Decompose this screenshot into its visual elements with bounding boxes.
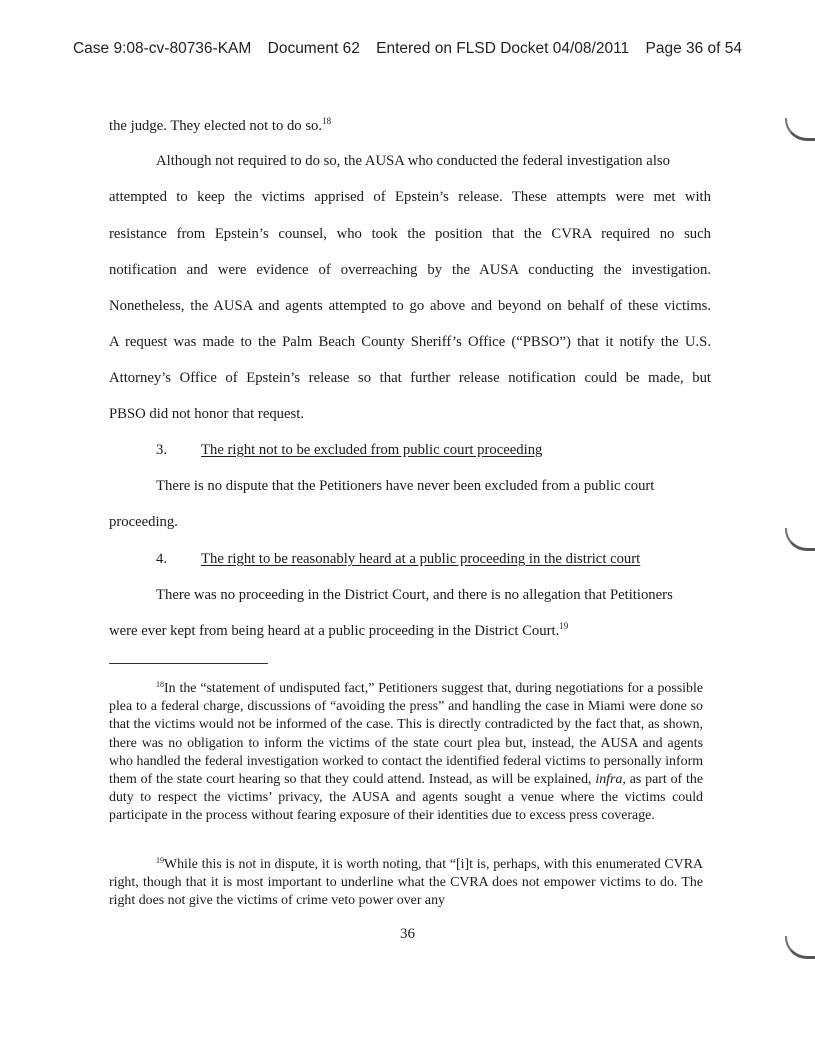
- docket-entry: Entered on FLSD Docket 04/08/2011: [376, 40, 630, 57]
- footnote-ref-19: 19: [559, 621, 569, 631]
- footnote-separator: [109, 663, 268, 664]
- body-line: There was no proceeding in the District Court, and there is no allegation that Petitioners: [156, 587, 673, 603]
- footnote-18: $^{18}$In the “statement of undisputed fact,” Petitioners suggest that, during negotiations for a possible plea to a federal charge, discussions of “avoiding the press” and handling the case in Miami were done so that the victims would not be informed of the case. This is directly contradicted by the fact that, as shown, there was no obligation to inform the victims of the state court plea but, instead, the AUSA and agents who handled the federal investigation worked to contact the identified federal victims to personally inform them of the state court hearing so that they could attend. Instead, as will be explained, infra, as part of the duty to respect the victims’ privacy, the AUSA and agents sought a venue where the victims could participate in the process without fearing exposure of their identities due to excess press coverage.: [109, 680, 703, 824]
- footnote-ref-18: 18: [322, 116, 332, 126]
- body-line: were ever kept from being heard at a public proceeding in the District Court.$^{19}$: [109, 621, 569, 639]
- section-number-3: 3.: [156, 442, 168, 458]
- case-number: Case 9:08-cv-80736-KAM: [72, 40, 252, 57]
- footnote-number-19: 19: [156, 856, 164, 865]
- body-line: Although not required to do so, the AUSA who conducted the federal investigation also: [156, 153, 670, 169]
- body-line: the judge. They elected not to do so.$^{18}$: [109, 116, 332, 134]
- section-heading-4: The right to be reasonably heard at a public proceeding in the district court: [201, 551, 641, 567]
- body-line: notification and were evidence of overreaching by the AUSA conducting the investigation.: [109, 262, 711, 278]
- body-line: Nonetheless, the AUSA and agents attempted to go above and beyond on behalf of these victims.: [109, 298, 711, 314]
- body-line: Attorney’s Office of Epstein’s release so that further release notification could be made, but: [109, 370, 711, 386]
- body-line: A request was made to the Palm Beach County Sheriff’s Office (“PBSO”) that it notify the U.S.: [109, 334, 711, 350]
- body-line: attempted to keep the victims apprised of Epstein’s release. These attempts were met with: [109, 189, 711, 205]
- docket-header: [0, 40, 815, 58]
- footnote-19: $^{19}$While this is not in dispute, it is worth noting, that “[i]t is, perhaps, with this enumerated CVRA right, though that it is most important to underline what the CVRA does not empower victims to do. The right does not give the victims of crime veto power over any: [109, 856, 703, 909]
- page-number: 36: [400, 926, 415, 942]
- body-line: PBSO did not honor that request.: [109, 406, 305, 422]
- section-number-4: 4.: [156, 551, 168, 567]
- punch-hole-middle: [785, 528, 815, 551]
- document-number: Document 62: [267, 40, 360, 57]
- body-line: resistance from Epstein’s counsel, who took the position that the CVRA required no such: [109, 226, 711, 242]
- punch-hole-top: [785, 118, 815, 141]
- footnote-number-18: 18: [156, 680, 164, 689]
- section-heading-3: The right not to be excluded from public court proceeding: [201, 442, 543, 458]
- body-line: There is no dispute that the Petitioners have never been excluded from a public court: [156, 478, 655, 494]
- body-line: proceeding.: [109, 514, 178, 530]
- page-of-total: Page 36 of 54: [645, 40, 743, 57]
